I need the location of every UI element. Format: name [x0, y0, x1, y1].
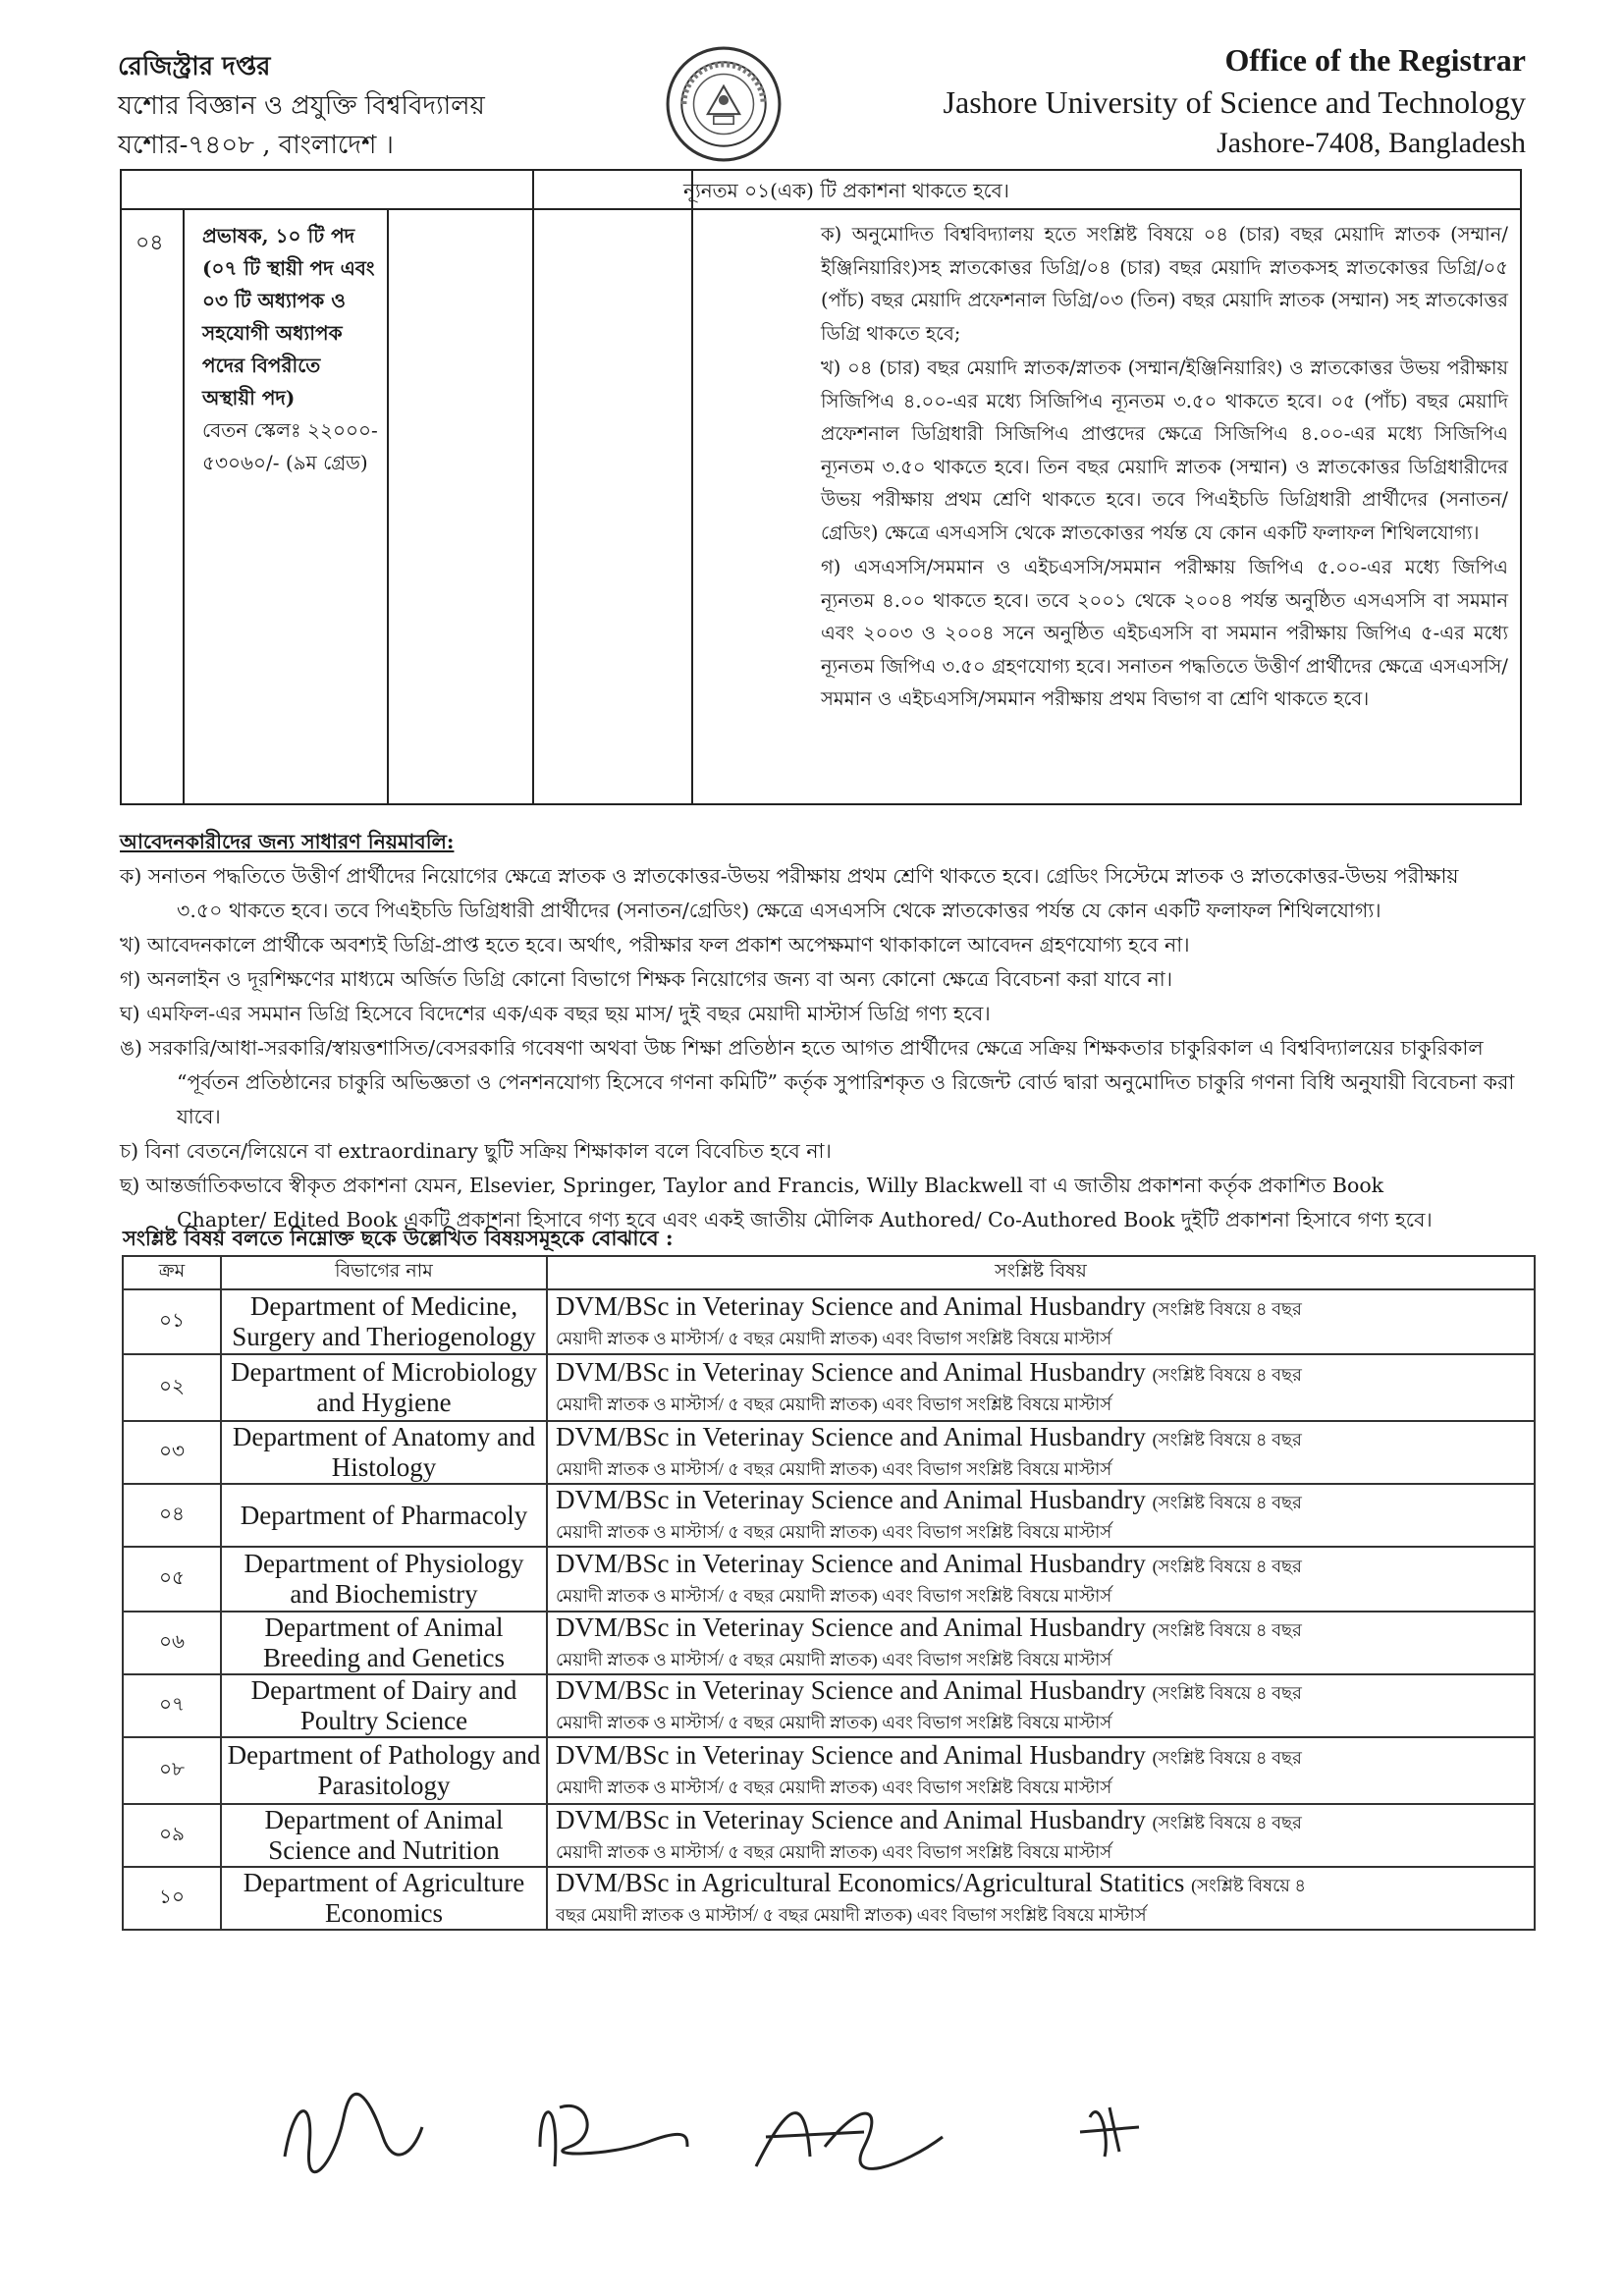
- subject-table-title: সংশ্লিষ্ট বিষয় বলতে নিম্নোক্ত ছকে উল্লেখিত বিষয়সমূহকে বোঝাবে :: [123, 1226, 674, 1250]
- post-detail: (০৭ টি স্থায়ী পদ এবং: [202, 256, 375, 280]
- row-serial: ০১: [123, 1289, 221, 1354]
- header-left: [118, 47, 485, 165]
- col-subject: সংশ্লিষ্ট বিষয়: [547, 1256, 1535, 1289]
- department-name: Department of Dairy and Poultry Science: [221, 1674, 547, 1737]
- university-seal-icon: [664, 44, 784, 164]
- pay-scale: ৫৩০৬০/- (৯ম গ্রেড): [202, 451, 368, 474]
- table-row: [123, 1612, 1535, 1674]
- subject-note-cont: মেয়াদী স্নাতক ও মাস্টার্স/ ৫ বছর মেয়াদী স্নাতক) এবং বিভাগ সংশ্লিষ্ট বিষয়ে মাস্টার্স: [556, 1522, 1112, 1542]
- department-name: Department of Animal Breeding and Genetics: [221, 1612, 547, 1674]
- table-row: [123, 1484, 1535, 1547]
- post-title: প্রভাষক, ১০ টি পদ: [202, 224, 355, 247]
- row-serial: ১০: [123, 1867, 221, 1930]
- signature-2: [540, 2105, 687, 2166]
- rule-chha-cont: Chapter/ Edited Book একটি প্রকাশনা হিসাবে গণ্য হবে এবং একই জাতীয় মৌলিক Authored/ Co-Authored Book দুইটি প্রকাশনা হিসাবে গণ্য হবে।: [177, 1208, 1433, 1231]
- rule-uma-cont: “পূর্বতন প্রতিষ্ঠানের চাকুরি অভিজ্ঞতা ও পেনশনযোগ্য হিসেবে গণনা কমিটি” কর্তৃক সুপারিশকৃত ও রিজেন্ট বোর্ড দ্বারা অনুমোদিত চাকুরি গণনা বিধি অনুযায়ী বিবেচনা করা যাবে।: [177, 1070, 1515, 1128]
- subject-cell: [547, 1547, 1535, 1612]
- requirement-ga: গ) এসএসসি/সমমান ও এইচএসসি/সমমান পরীক্ষায় জিপিএ ৫.০০-এর মধ্যে জিপিএ ন্যূনতম ৪.০০ থাকতে হবে। তবে ২০০১ থেকে ২০০৪ পর্যন্ত অনুষ্ঠিত এসএসসি বা সমমান এবং ২০০৩ ও ২০০৪ সনে অনুষ্ঠিত এইচএসসি বা সমমান পরীক্ষায় জিপিএ ৫-এর মধ্যে ন্যূনতম জিপিএ ৩.৫০ গ্রহণযোগ্য হবে। সনাতন পদ্ধতিতে উত্তীর্ণ প্রার্থীদের ক্ষেত্রে এসএসসি/সমমান ও এইচএসসি/সমমান পরীক্ষায় প্রথম বিভাগ বা শ্রেণি থাকতে হবে।: [821, 556, 1508, 710]
- department-name: Department of Physiology and Biochemistry: [221, 1547, 547, 1612]
- table-header-row: [123, 1256, 1535, 1289]
- rule-uma: ঙ) সরকারি/আধা-সরকারি/স্বায়ত্তশাসিত/বেসরকারি গবেষণা অথবা উচ্চ শিক্ষা প্রতিষ্ঠান হতে আগত প্রার্থীদের ক্ষেত্রে সক্রিয় শিক্ষকতার চাকুরিকাল এ বিশ্ববিদ্যালয়ের চাকুরিকাল: [120, 1036, 1484, 1060]
- subject-name: DVM/BSc in Veterinay Science and Animal Husbandry: [556, 1422, 1146, 1451]
- subject-note-cont: বছর মেয়াদী স্নাতক ও মাস্টার্স/ ৫ বছর মেয়াদী স্নাতক) এবং বিভাগ সংশ্লিষ্ট বিষয়ে মাস্টার্স: [556, 1905, 1147, 1925]
- post-detail: ০৩ টি অধ্যাপক ও: [202, 289, 346, 312]
- subject-note: (সংশ্লিষ্ট বিষয়ে ৪ বছর: [1152, 1620, 1302, 1640]
- subject-name: DVM/BSc in Veterinay Science and Animal Husbandry: [556, 1675, 1146, 1705]
- row-serial: ০৪: [123, 1484, 221, 1547]
- row-serial: ০৩: [123, 1421, 221, 1484]
- subject-name: DVM/BSc in Veterinay Science and Animal Husbandry: [556, 1740, 1146, 1770]
- subject-cell: [547, 1421, 1535, 1484]
- subject-cell: [547, 1354, 1535, 1421]
- rule-cha: চ) বিনা বেতনে/লিয়েনে বা extraordinary ছুটি সক্রিয় শিক্ষাকাল বলে বিবেচিত হবে না।: [120, 1139, 832, 1163]
- department-name: Department of Pathology and Parasitology: [221, 1737, 547, 1804]
- address-en: Jashore-7408, Bangladesh: [1217, 127, 1526, 159]
- department-name: Department of Anatomy and Histology: [221, 1421, 547, 1484]
- subject-cell: [547, 1867, 1535, 1930]
- subject-note-cont: মেয়াদী স্নাতক ও মাস্টার্স/ ৫ বছর মেয়াদী স্নাতক) এবং বিভাগ সংশ্লিষ্ট বিষয়ে মাস্টার্স: [556, 1713, 1112, 1732]
- subject-cell: [547, 1674, 1535, 1737]
- table-row: [123, 1674, 1535, 1737]
- subject-cell: [547, 1804, 1535, 1867]
- office-name-en: Office of the Registrar: [1224, 42, 1526, 78]
- header-right: [944, 39, 1526, 163]
- subject-note: (সংশ্লিষ্ট বিষয়ে ৪ বছর: [1152, 1430, 1302, 1449]
- table-row: [123, 1867, 1535, 1930]
- rule-ka: ক) সনাতন পদ্ধতিতে উত্তীর্ণ প্রার্থীদের নিয়োগের ক্ষেত্রে স্নাতক ও স্নাতকোত্তর-উভয় পরীক্ষায় প্রথম শ্রেণি থাকতে হবে। গ্রেডিং সিস্টেমে স্নাতক ও স্নাতকোত্তর-উভয় পরীক্ষায়: [120, 864, 1459, 888]
- table-divider: [532, 171, 534, 803]
- rule-ga: গ) অনলাইন ও দূরশিক্ষণের মাধ্যমে অর্জিত ডিগ্রি কোনো বিভাগে শিক্ষক নিয়োগের জন্য বা অন্য কোনো ক্ষেত্রে বিবেচনা করা যাবে না।: [120, 967, 1173, 991]
- post-detail: অস্থায়ী পদ): [202, 386, 296, 410]
- row-serial: ০৬: [123, 1612, 221, 1674]
- subject-name: DVM/BSc in Veterinay Science and Animal Husbandry: [556, 1805, 1146, 1834]
- col-serial: ক্রম: [123, 1256, 221, 1289]
- table-row: [123, 1804, 1535, 1867]
- signatures: [275, 2078, 1257, 2196]
- post-detail: সহযোগী অধ্যাপক: [202, 321, 343, 345]
- subject-name: DVM/BSc in Agricultural Economics/Agricultural Statitics: [556, 1868, 1185, 1897]
- subject-note-cont: মেয়াদী স্নাতক ও মাস্টার্স/ ৫ বছর মেয়াদী স্নাতক) এবং বিভাগ সংশ্লিষ্ট বিষয়ে মাস্টার্স: [556, 1650, 1112, 1669]
- subject-cell: [547, 1737, 1535, 1804]
- table-row: [123, 1421, 1535, 1484]
- subject-cell: [547, 1289, 1535, 1354]
- signature-3: [756, 2113, 943, 2169]
- rule-gha: ঘ) এমফিল-এর সমমান ডিগ্রি হিসেবে বিদেশের এক/এক বছর ছয় মাস/ দুই বছর মেয়াদী মাস্টার্স ডিগ্রি গণ্য হবে।: [120, 1002, 991, 1025]
- col-department: বিভাগের নাম: [221, 1256, 547, 1289]
- table-divider: [691, 171, 693, 803]
- rule-chha: ছ) আন্তর্জাতিকভাবে স্বীকৃত প্রকাশনা যেমন, Elsevier, Springer, Taylor and Francis, Willy Blackwell বা এ জাতীয় প্রকাশনা কর্তৃক প্রকাশিত Book: [120, 1174, 1384, 1197]
- subject-name: DVM/BSc in Veterinay Science and Animal Husbandry: [556, 1613, 1146, 1642]
- previous-row-text: ন্যূনতম ০১(এক) টি প্রকাশনা থাকতে হবে।: [683, 179, 1009, 202]
- pay-scale: বেতন স্কেলঃ ২২০০০-: [202, 418, 378, 442]
- table-divider: [183, 208, 185, 803]
- subject-cell: [547, 1484, 1535, 1547]
- subject-note-cont: মেয়াদী স্নাতক ও মাস্টার্স/ ৫ বছর মেয়াদী স্নাতক) এবং বিভাগ সংশ্লিষ্ট বিষয়ে মাস্টার্স: [556, 1842, 1112, 1862]
- university-name-en: Jashore University of Science and Technology: [943, 84, 1526, 120]
- row-serial: ০২: [123, 1354, 221, 1421]
- subject-note: (সংশ্লিষ্ট বিষয়ে ৪ বছর: [1152, 1365, 1302, 1385]
- subject-name: DVM/BSc in Veterinay Science and Animal Husbandry: [556, 1357, 1146, 1387]
- row-serial: ০৮: [123, 1737, 221, 1804]
- subject-note: (সংশ্লিষ্ট বিষয়ে ৪ বছর: [1152, 1493, 1302, 1512]
- department-name: Department of Microbiology and Hygiene: [221, 1354, 547, 1421]
- department-name: Department of Agriculture Economics: [221, 1867, 547, 1930]
- requirement-ka: ক) অনুমোদিত বিশ্ববিদ্যালয় হতে সংশ্লিষ্ট বিষয়ে ০৪ (চার) বছর মেয়াদি স্নাতক (সম্মান/ইঞ্জিনিয়ারিং)সহ স্নাতকোত্তর ডিগ্রি/০৪ (চার) বছর মেয়াদি স্নাতকসহ স্নাতকোত্তর ডিগ্রি/০৫ (পাঁচ) বছর মেয়াদি প্রফেশনাল ডিগ্রি/০৩ (তিন) বছর মেয়াদি স্নাতক (সম্মান) সহ স্নাতকোত্তর ডিগ্রি থাকতে হবে;: [821, 223, 1508, 345]
- address-bn: যশোর-৭৪০৮ , বাংলাদেশ ।: [118, 131, 394, 160]
- subject-note-cont: মেয়াদী স্নাতক ও মাস্টার্স/ ৫ বছর মেয়াদী স্নাতক) এবং বিভাগ সংশ্লিষ্ট বিষয়ে মাস্টার্স: [556, 1586, 1112, 1606]
- subject-note-cont: মেয়াদী স্নাতক ও মাস্টার্স/ ৫ বছর মেয়াদী স্নাতক) এবং বিভাগ সংশ্লিষ্ট বিষয়ে মাস্টার্স: [556, 1777, 1112, 1797]
- subject-note: (সংশ্লিষ্ট বিষয়ে ৪ বছর: [1152, 1557, 1302, 1576]
- post-description: [202, 220, 507, 479]
- signature-4: [1080, 2107, 1139, 2157]
- department-name: Department of Animal Science and Nutrition: [221, 1804, 547, 1867]
- subject-cell: [547, 1612, 1535, 1674]
- office-name-bn: রেজিস্ট্রার দপ্তর: [118, 52, 271, 82]
- signature-1: [285, 2094, 422, 2171]
- post-detail: পদের বিপরীতে: [202, 354, 321, 377]
- table-row: [123, 1547, 1535, 1612]
- rules-title: আবেদনকারীদের জন্য সাধারণ নিয়মাবলি:: [120, 830, 455, 853]
- qualification-table: [120, 169, 1522, 805]
- department-name: Department of Pharmacoly: [221, 1484, 547, 1547]
- university-name-bn: যশোর বিজ্ঞান ও প্রযুক্তি বিশ্ববিদ্যালয়: [118, 91, 485, 121]
- subject-note: (সংশ্লিষ্ট বিষয়ে ৪ বছর: [1152, 1299, 1302, 1319]
- rule-kha: খ) আবেদনকালে প্রার্থীকে অবশ্যই ডিগ্রি-প্রাপ্ত হতে হবে। অর্থাৎ, পরীক্ষার ফল প্রকাশ অপেক্ষমাণ থাকাকালে আবেদন গ্রহণযোগ্য হবে না।: [120, 933, 1190, 957]
- subject-note: (সংশ্লিষ্ট বিষয়ে ৪ বছর: [1152, 1748, 1302, 1768]
- general-rules: [120, 825, 1534, 1237]
- requirement-kha: খ) ০৪ (চার) বছর মেয়াদি স্নাতক/স্নাতক (সম্মান/ইঞ্জিনিয়ারিং) ও স্নাতকোত্তর উভয় পরীক্ষায় সিজিপিএ ৪.০০-এর মধ্যে সিজিপিএ ন্যূনতম ৩.৫০ থাকতে হবে। ০৫ (পাঁচ) বছর মেয়াদি প্রফেশনাল ডিগ্রিধারী সিজিপিএ প্রাপ্তদের ক্ষেত্রে সিজিপিএ ৪.০০-এর মধ্যে সিজিপিএ ন্যূনতম ৩.৫০ থাকতে হবে। তিন বছর মেয়াদি স্নাতক (সম্মান) ও স্নাতকোত্তর ডিগ্রিধারীদের উভয় পরীক্ষায় প্রথম শ্রেণি থাকতে হবে। তবে পিএইচডি ডিগ্রিধারী প্রার্থীদের (সনাতন/গ্রেডিং) ক্ষেত্রে এসএসসি থেকে স্নাতকোত্তর পর্যন্ত যে কোন একটি ফলাফল শিথিলযোগ্য।: [821, 356, 1508, 544]
- table-row: [123, 1354, 1535, 1421]
- department-name: Department of Medicine, Surgery and Theriogenology: [221, 1289, 547, 1354]
- requirements: [821, 218, 1508, 718]
- rule-ka-cont: ৩.৫০ থাকতে হবে। তবে পিএইচডি ডিগ্রিধারী প্রার্থীদের (সনাতন/গ্রেডিং) ক্ষেত্রে এসএসসি থেকে স্নাতকোত্তর পর্যন্ত যে কোন একটি ফলাফল শিথিলযোগ্য।: [177, 899, 1381, 922]
- subject-note-cont: মেয়াদী স্নাতক ও মাস্টার্স/ ৫ বছর মেয়াদী স্নাতক) এবং বিভাগ সংশ্লিষ্ট বিষয়ে মাস্টার্স: [556, 1329, 1112, 1348]
- subject-name: DVM/BSc in Veterinay Science and Animal Husbandry: [556, 1485, 1146, 1514]
- row-serial: ০৭: [123, 1674, 221, 1737]
- row-serial: ০৫: [123, 1547, 221, 1612]
- subject-note-cont: মেয়াদী স্নাতক ও মাস্টার্স/ ৫ বছর মেয়াদী স্নাতক) এবং বিভাগ সংশ্লিষ্ট বিষয়ে মাস্টার্স: [556, 1459, 1112, 1479]
- subject-note-cont: মেয়াদী স্নাতক ও মাস্টার্স/ ৫ বছর মেয়াদী স্নাতক) এবং বিভাগ সংশ্লিষ্ট বিষয়ে মাস্টার্স: [556, 1394, 1112, 1414]
- subject-note: (সংশ্লিষ্ট বিষয়ে ৪ বছর: [1152, 1683, 1302, 1703]
- row-number: ০৪: [135, 231, 164, 255]
- row-serial: ০৯: [123, 1804, 221, 1867]
- table-row: [123, 1737, 1535, 1804]
- subject-note: (সংশ্লিষ্ট বিষয়ে ৪ বছর: [1152, 1813, 1302, 1832]
- department-table: [122, 1255, 1536, 1931]
- subject-name: DVM/BSc in Veterinay Science and Animal Husbandry: [556, 1291, 1146, 1321]
- table-row: [123, 1289, 1535, 1354]
- subject-name: DVM/BSc in Veterinay Science and Animal Husbandry: [556, 1549, 1146, 1578]
- subject-note: (সংশ্লিষ্ট বিষয়ে ৪: [1191, 1876, 1307, 1895]
